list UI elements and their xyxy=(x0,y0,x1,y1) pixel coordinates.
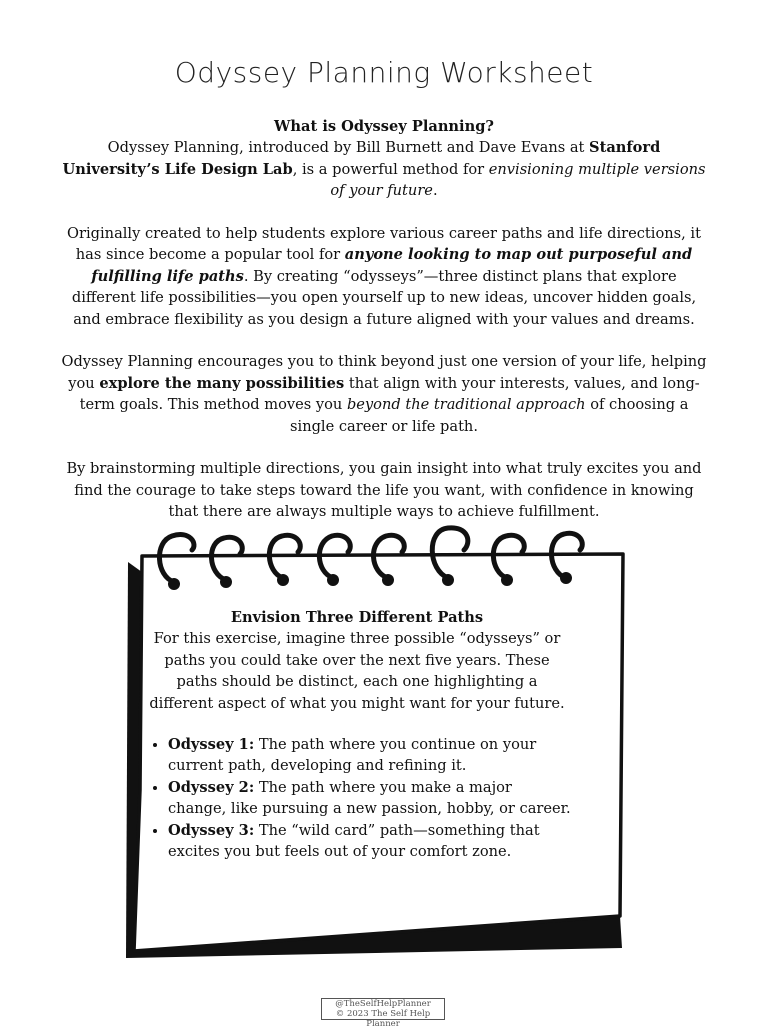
list-item xyxy=(168,820,571,863)
p1-text-e: . xyxy=(432,182,438,200)
p2-bold-italic: anyone looking to map out purposeful and fulfilling life paths xyxy=(91,246,693,285)
credit-box xyxy=(321,998,445,1029)
odyssey-list xyxy=(143,734,571,862)
p2-text-c: . By creating “odysseys”—three distinct plans that explore different life possibilities—you open yourself up to new ideas, uncover hidden goals, and embrace flexibility as you design a future aligned with your values and dreams. xyxy=(71,267,697,328)
intro-paragraph-2 xyxy=(58,223,710,330)
odyssey-2-label: Odyssey 2: xyxy=(168,778,255,796)
p1-bold-lab: Stanford University’s Life Design Lab xyxy=(62,139,661,178)
list-item xyxy=(168,777,571,820)
page-title: Odyssey Planning Worksheet xyxy=(174,56,594,89)
credit-handle: @TheSelfHelpPlanner xyxy=(335,999,431,1009)
p1-text-c: , is a powerful method for xyxy=(292,160,489,178)
intro-paragraph-3 xyxy=(58,351,710,437)
intro-heading: What is Odyssey Planning? xyxy=(274,118,494,135)
odyssey-2-text: The path where you make a major change, like pursuing a new passion, hobby, or career. xyxy=(168,778,571,818)
card-body: For this exercise, imagine three possible “odysseys” or paths you could take over the next five years. These paths should be distinct, each one highlighting a different aspect of what you might want for your future. xyxy=(149,630,565,712)
p3-text-c: that align with your interests, values, and long-term goals. This method moves you xyxy=(79,374,700,414)
p3-text-a: Odyssey Planning encourages you to think beyond just one version of your life, helping you xyxy=(61,353,707,392)
odyssey-3-label: Odyssey 3: xyxy=(168,821,255,839)
p2-text-a: Originally created to help students explore various career paths and life directions, it has since become a popular tool for xyxy=(67,225,701,264)
intro-paragraph-4: By brainstorming multiple directions, you gain insight into what truly excites you and find the courage to take steps toward the life you want, with confidence in knowing that there are always multiple ways to achieve fulfillment. xyxy=(66,460,702,521)
card-heading: Envision Three Different Paths xyxy=(230,609,484,626)
p1-text-a: Odyssey Planning, introduced by Bill Burnett and Dave Evans at xyxy=(107,139,590,157)
credit-copyright: © 2023 The Self Help Planner xyxy=(335,1009,431,1029)
p3-italic: beyond the traditional approach xyxy=(346,396,586,414)
intro-section xyxy=(58,116,710,544)
p3-bold: explore the many possibilities xyxy=(99,374,345,392)
odyssey-3-text: The “wild card” path—something that excites you but feels out of your comfort zone. xyxy=(168,821,540,861)
p1-italic: envisioning multiple versions of your future xyxy=(330,160,706,200)
p3-text-e: of choosing a single career or life path. xyxy=(290,396,689,435)
odyssey-1-label: Odyssey 1: xyxy=(168,736,255,754)
card-content xyxy=(143,607,571,862)
odyssey-1-text: The path where you continue on your current path, developing and refining it. xyxy=(168,736,537,775)
intro-paragraph-1 xyxy=(58,116,710,202)
list-item xyxy=(168,734,571,777)
